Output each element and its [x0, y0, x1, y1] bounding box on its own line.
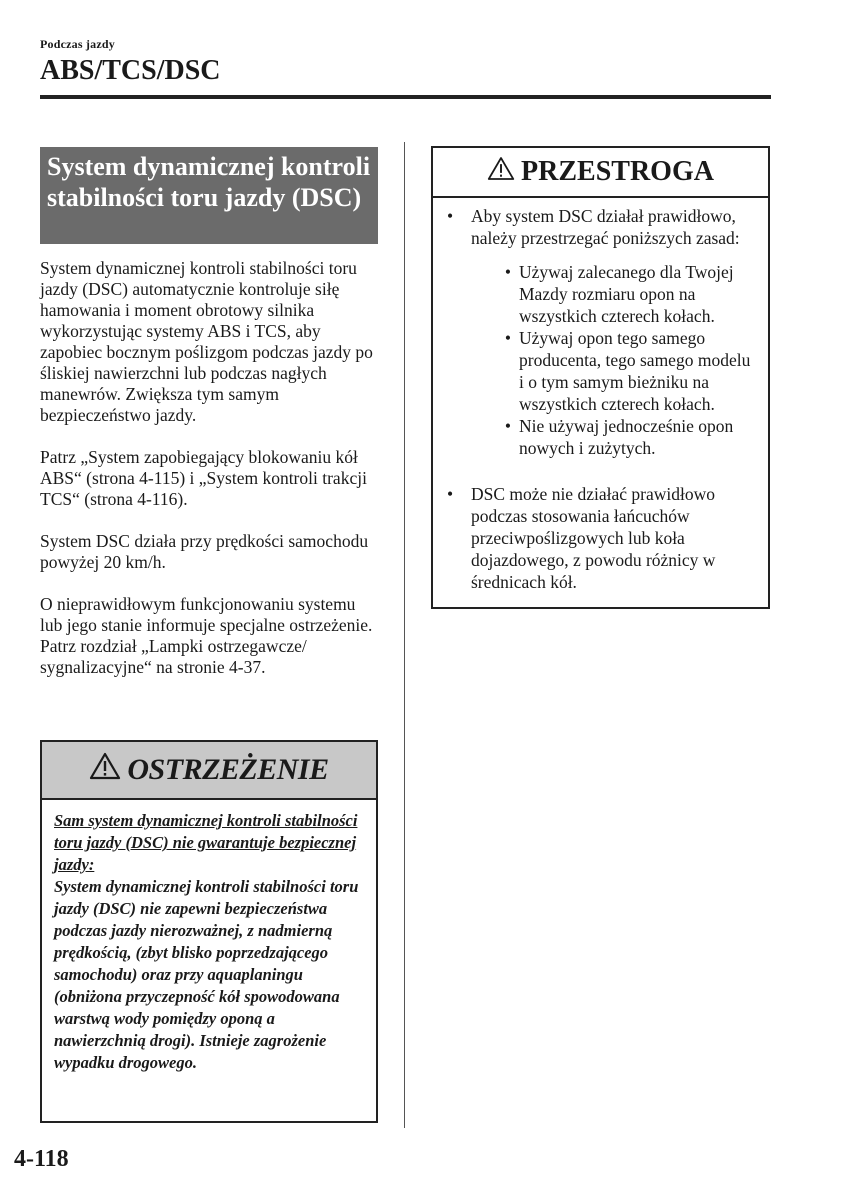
section-body	[40, 258, 380, 678]
body-paragraph: System DSC działa przy prędkości samochodu powyżej 20 km/h.	[40, 531, 369, 572]
breadcrumb: Podczas jazdy	[40, 37, 115, 51]
bullet-icon: •	[504, 262, 512, 282]
caution-title: PRZESTROGA	[521, 156, 714, 187]
warning-header	[42, 742, 376, 800]
title-rule	[40, 95, 771, 99]
page-title: ABS/TCS/DSC	[40, 55, 221, 86]
warning-triangle-icon	[89, 752, 121, 788]
bullet-icon: •	[504, 416, 512, 436]
caution-subitem	[493, 327, 758, 415]
section-heading: System dynamicznej kontroli stabilności toru jazdy (DSC)	[40, 147, 378, 244]
body-paragraph: System dynamicznej kontroli stabilności toru jazdy (DSC) automatycznie kontroluje siłę hamowania i moment obrotowy silnika wykorzystując systemy ABS i TCS, aby zapobiec bocznym poślizgom podczas jazdy po śliskiej nawierzchni lub podczas nagłych manewrów. Zwiększa tym samym bezpieczeństwo jazdy.	[40, 258, 373, 425]
caution-body	[433, 198, 768, 593]
warning-lead: Sam system dynamicznej kontroli stabilności toru jazdy (DSC) nie gwarantuje bezpiecznej jazdy:	[54, 811, 358, 874]
caution-subitem-text: Używaj zalecanego dla Twojej Mazdy rozmiaru opon na wszystkich czterech kołach.	[519, 262, 734, 326]
caution-subitem-text: Nie używaj jednocześnie opon nowych i zużytych.	[519, 416, 734, 458]
warning-title: OSTRZEŻENIE	[127, 753, 329, 786]
warning-body	[42, 800, 376, 1074]
warning-text: System dynamicznej kontroli stabilności toru jazdy (DSC) nie zapewni bezpieczeństwa podczas jazdy nierozważnej, z nadmierną prędkością, (zbyt blisko poprzedzającego samochodu) oraz przy aquaplaningu (obniżona przyczepność kół spowodowana warstwą wody pomiędzy oponą a nawierzchnią drogi). Istnieje zagrożenie wypadku drogowego.	[54, 877, 359, 1072]
page-number: 4-118	[14, 1146, 69, 1172]
body-paragraph: O nieprawidłowym funkcjonowaniu systemu lub jego stanie informuje specjalne ostrzeżenie.	[40, 594, 373, 635]
caution-subitem	[493, 415, 758, 459]
bullet-icon: •	[504, 328, 512, 348]
bullet-icon: •	[447, 484, 454, 504]
caution-bullet	[443, 483, 758, 593]
caution-box	[431, 146, 770, 609]
caution-sublist	[493, 261, 758, 459]
caution-subitem-text: Używaj opon tego samego producenta, tego samego modelu i o tym samym bieżniku na wszystkich czterech kołach.	[519, 328, 751, 414]
caution-header	[433, 148, 768, 198]
bullet-icon: •	[447, 206, 454, 226]
body-paragraph: Patrz rozdział „Lampki ostrzegawcze/ sygnalizacyjne“ na stronie 4-37.	[40, 636, 307, 677]
column-divider	[404, 142, 405, 1128]
caution-bullet	[443, 205, 758, 471]
caution-bullet-text: DSC może nie działać prawidłowo podczas stosowania łańcuchów przeciwpoślizgowych lub koła dojazdowego, z powodu różnicy w średnicach kół.	[471, 484, 716, 592]
caution-bullet-text: Aby system DSC działał prawidłowo, należy przestrzegać poniższych zasad:	[471, 206, 740, 248]
caution-subitem	[493, 261, 758, 327]
warning-triangle-icon	[487, 156, 515, 189]
warning-box	[40, 740, 378, 1123]
body-paragraph: Patrz „System zapobiegający blokowaniu kół ABS“ (strona 4-115) i „System kontroli trakcji TCS“ (strona 4-116).	[40, 447, 367, 509]
